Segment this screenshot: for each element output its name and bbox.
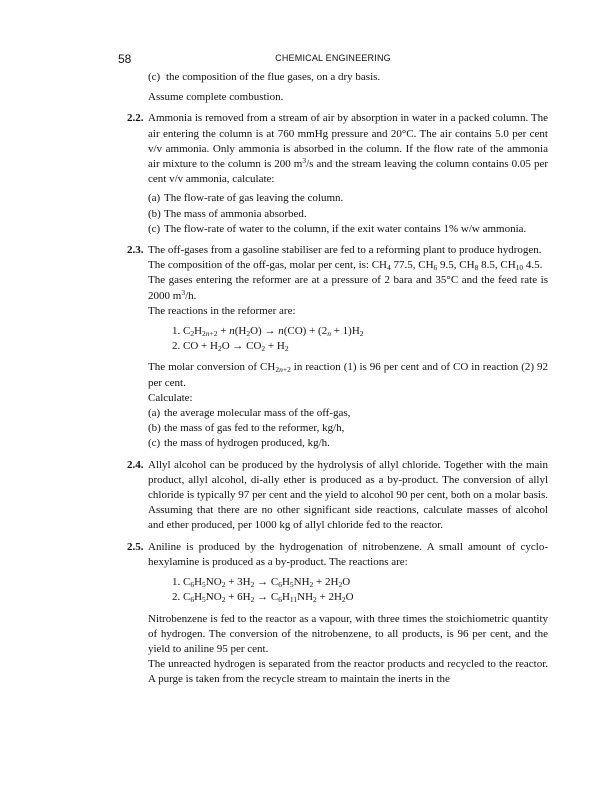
page-body [118,70,548,688]
page-number: 58 [118,52,132,66]
problem-text: Aniline is produced by the hydrogenation of nitrobenzene. A small amount of cyclo-hexylamine is produced as a by-product. The reactions are: [148,540,548,568]
calculate-heading: Calculate: [148,391,193,404]
problem-number: 2.3. [127,244,144,257]
conditions-text: The gases entering the reformer are at a pressure of 2 bara and 35°C and the feed rate is 2000 $m^3/h$. [148,274,548,302]
problem-number: 2.4. [127,458,144,471]
list-item: (c) The flow-rate of water to the column, if the exit water contains 1% w/w ammonia. [148,222,527,235]
problem-2-1-continuation [118,70,548,105]
conversion-text: The molar conversion of $CH_{2n+2}$ in reaction (1) is 96 per cent and of CO in reaction (2) 92 per cent. [148,361,548,389]
feed-text: Nitrobenzene is fed to the reactor as a vapour, with three times the stoichiometric quantity of hydrogen. The conversion of the nitrobenzene, to all products, is 96 per cent, and the yield to aniline 95 per cent. [148,612,548,655]
equation-1: 1. $C_6H_5NO_2 + 3H_2 \to C_6H_5NH_2 + 2H_2O$ [172,576,351,590]
running-title: CHEMICAL ENGINEERING [275,53,391,63]
problem-2-3 [118,243,548,452]
problem-2-2 [118,111,548,237]
problem-text: Allyl alcohol can be produced by the hydrolysis of allyl chloride. Together with the main product, allyl alcohol, di-ally ether is produced as a by-product. The conversion of allyl chloride is typically 97 per cent and the yield to alcohol 90 per cent, both on a molar basis. Assuming that there are no other significant side reactions, calculate masses of alcohol and ether produced, per 1000 kg of allyl chloride fed to the reactor. [148,458,548,532]
composition-text: The composition of the off-gas, molar per cent, is: $CH_4$ 77.5, $CH_6$ 9.5, $CH_8$ 8.5, $CH_{10}$ 4.5. [148,259,543,273]
problem-text: Ammonia is removed from a stream of air by absorption in water in a packed column. The air entering the column is at 760 mmHg pressure and 20°C. The air contains 5.0 per cent v/v ammonia. Only ammonia is absorbed in the column. If the flow rate of the ammonia air mixture to the column is 200 $m^3/s$ and the stream leaving the column contains 0.05 per cent v/v ammonia, calculate: [148,112,548,186]
list-item: (c) the composition of the flue gases, on a dry basis. [148,71,381,83]
list-item: (c) the mass of hydrogen produced, kg/h. [148,437,330,450]
list-item: (a) the average molecular mass of the off-gas, [148,407,351,420]
assumption-text: Assume complete combustion. [148,91,284,104]
page-header [118,52,548,68]
equation-1: 1. $C_2H_{2n+2} + n(H_2O) \to n(CO) + (2_n + 1)H_2$ [172,325,364,339]
problem-number: 2.5. [127,540,144,553]
problem-number: 2.2. [127,112,144,125]
list-item: (b) the mass of gas fed to the reformer, kg/h, [148,422,345,435]
reaction-equations [148,324,548,354]
recycle-text: The unreacted hydrogen is separated from the reactor products and recycled to the reactor. A purge is taken from the recycle stream to maintain the inerts in the [148,658,548,686]
reactions-heading: The reactions in the reformer are: [148,304,296,317]
equation-2: 2. $C_6H_5NO_2 + 6H_2 \to C_6H_{11}NH_2 + 2H_2O$ [172,591,354,605]
list-item: (b) The mass of ammonia absorbed. [148,207,307,220]
list-item: (a) The flow-rate of gas leaving the column. [148,192,344,205]
problem-text: The off-gases from a gasoline stabiliser are fed to a reforming plant to produce hydrogen. [148,244,542,257]
equation-2: 2. CO + $H_2O \to CO_2 + H_2$ [172,340,289,354]
problem-2-4 [118,458,548,534]
problem-2-5 [118,540,548,688]
reaction-equations [148,575,548,605]
